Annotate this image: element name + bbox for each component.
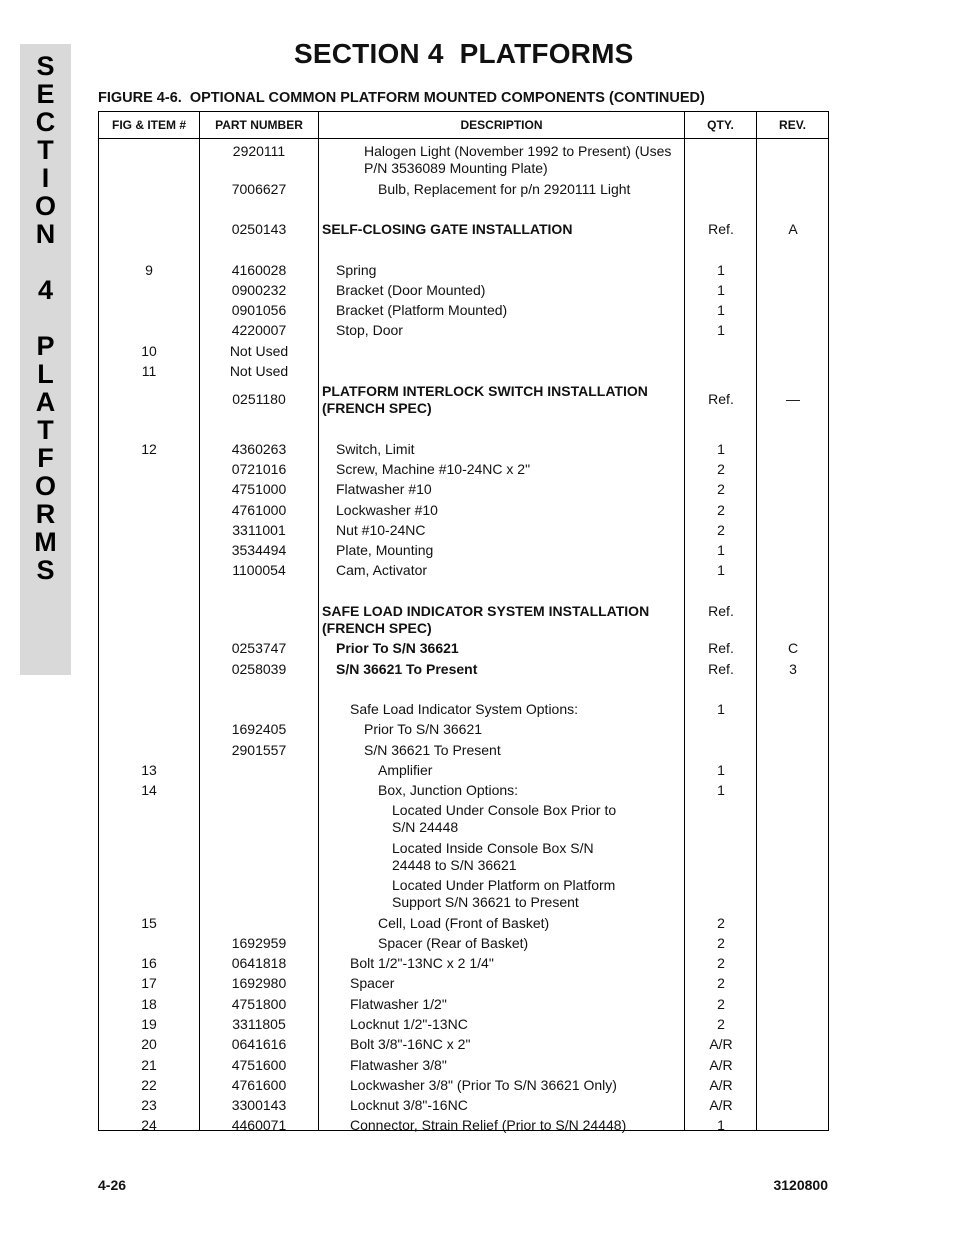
side-tab-letter: T bbox=[37, 135, 54, 165]
part-number: 1692405 bbox=[231, 721, 287, 737]
description: S/N 36621 To Present bbox=[364, 742, 501, 758]
revision: 3 bbox=[789, 661, 797, 677]
part-number: 1692980 bbox=[231, 975, 287, 991]
fig-item-number: 9 bbox=[145, 262, 153, 278]
description: Located Inside Console Box S/N 24448 to S/N 36621 bbox=[392, 840, 594, 873]
quantity: 1 bbox=[717, 302, 725, 318]
description: Nut #10-24NC bbox=[336, 522, 426, 538]
part-number: 0641616 bbox=[231, 1036, 287, 1052]
part-number: 0250143 bbox=[231, 221, 287, 237]
header-fig-item: FIG & ITEM # bbox=[111, 118, 186, 132]
quantity: 1 bbox=[717, 1117, 725, 1133]
header-divider bbox=[99, 138, 828, 139]
quantity: Ref. bbox=[708, 391, 734, 407]
quantity: Ref. bbox=[708, 661, 734, 677]
description: Bolt 1/2"-13NC x 2 1/4" bbox=[350, 955, 494, 971]
description: Flatwasher #10 bbox=[336, 481, 432, 497]
side-tab-letter: M bbox=[34, 527, 57, 557]
part-number: 0721016 bbox=[231, 461, 287, 477]
quantity: 1 bbox=[717, 262, 725, 278]
fig-item-number: 11 bbox=[141, 363, 157, 379]
side-tab-letter: S bbox=[36, 555, 55, 585]
description: Spacer (Rear of Basket) bbox=[378, 935, 529, 951]
part-number: 4751000 bbox=[231, 481, 287, 497]
quantity: 2 bbox=[717, 935, 725, 951]
quantity: Ref. bbox=[708, 603, 734, 619]
side-tab-letter: 4 bbox=[37, 275, 54, 305]
part-number: 3300143 bbox=[231, 1097, 287, 1113]
parts-table bbox=[98, 111, 829, 1131]
header-part-number: PART NUMBER bbox=[215, 118, 303, 132]
section-side-tab bbox=[20, 44, 71, 675]
description: Flatwasher 1/2" bbox=[350, 996, 447, 1012]
fig-item-number: 23 bbox=[141, 1097, 157, 1113]
revision: — bbox=[786, 391, 800, 407]
quantity: 1 bbox=[717, 441, 725, 457]
description: Connector, Strain Relief (Prior to S/N 24448) bbox=[350, 1117, 627, 1133]
page-title: SECTION 4 PLATFORMS bbox=[294, 38, 634, 69]
side-tab-letter: R bbox=[35, 499, 56, 529]
description: PLATFORM INTERLOCK SWITCH INSTALLATION (FRENCH SPEC) bbox=[322, 383, 648, 416]
part-number: 3311001 bbox=[232, 522, 286, 538]
revision: C bbox=[787, 640, 799, 656]
description: Lockwasher #10 bbox=[336, 502, 438, 518]
description: Located Under Console Box Prior to S/N 24448 bbox=[392, 802, 617, 835]
part-number: 0641818 bbox=[231, 955, 287, 971]
description: Switch, Limit bbox=[336, 441, 415, 457]
description: Cam, Activator bbox=[336, 562, 428, 578]
description: Prior To S/N 36621 bbox=[364, 721, 483, 737]
description: SAFE LOAD INDICATOR SYSTEM INSTALLATION (FRENCH SPEC) bbox=[322, 603, 650, 636]
description: Stop, Door bbox=[336, 322, 403, 338]
description: Bracket (Platform Mounted) bbox=[336, 302, 508, 318]
quantity: 1 bbox=[717, 762, 725, 778]
description: Located Under Platform on Platform Support S/N 36621 to Present bbox=[392, 877, 616, 910]
fig-item-number: 16 bbox=[141, 955, 157, 971]
fig-item-number: 19 bbox=[141, 1016, 157, 1032]
side-tab-letter: S bbox=[36, 51, 55, 81]
side-tab-letter bbox=[20, 248, 71, 276]
part-number: Not Used bbox=[229, 343, 289, 359]
side-tab-letter: N bbox=[35, 219, 56, 249]
figure-caption: FIGURE 4-6. OPTIONAL COMMON PLATFORM MOUNTED COMPONENTS (CONTINUED) bbox=[98, 90, 705, 106]
description: Cell, Load (Front of Basket) bbox=[378, 915, 550, 931]
quantity: A/R bbox=[709, 1036, 733, 1052]
description: Halogen Light (November 1992 to Present) (Uses P/N 3536089 Mounting Plate) bbox=[364, 143, 672, 176]
side-tab-letter: L bbox=[37, 359, 54, 389]
fig-item-number: 10 bbox=[141, 343, 157, 359]
side-tab-letter: P bbox=[36, 331, 55, 361]
description: Prior To S/N 36621 bbox=[336, 640, 459, 656]
side-tab-letters bbox=[20, 52, 71, 584]
header-description: DESCRIPTION bbox=[460, 118, 543, 132]
revision: A bbox=[788, 221, 798, 237]
quantity: Ref. bbox=[708, 640, 734, 656]
column-divider bbox=[318, 112, 319, 1130]
fig-item-number: 24 bbox=[141, 1117, 157, 1133]
description: Spacer bbox=[350, 975, 395, 991]
quantity: A/R bbox=[709, 1077, 733, 1093]
quantity: 1 bbox=[717, 542, 725, 558]
description: Bracket (Door Mounted) bbox=[336, 282, 486, 298]
side-tab-letter: C bbox=[35, 107, 56, 137]
side-tab-letter: O bbox=[34, 471, 56, 501]
part-number: 0258039 bbox=[231, 661, 287, 677]
quantity: 1 bbox=[717, 782, 725, 798]
description: Locknut 3/8"-16NC bbox=[350, 1097, 468, 1113]
quantity: 2 bbox=[717, 996, 725, 1012]
description: Spring bbox=[336, 262, 377, 278]
part-number: 4761600 bbox=[231, 1077, 287, 1093]
description: Screw, Machine #10-24NC x 2" bbox=[336, 461, 531, 477]
quantity: A/R bbox=[709, 1057, 733, 1073]
part-number: 4751600 bbox=[231, 1057, 287, 1073]
part-number: 1692959 bbox=[231, 935, 287, 951]
part-number: 1100054 bbox=[232, 562, 286, 578]
side-tab-letter: T bbox=[37, 415, 54, 445]
part-number: 4220007 bbox=[231, 322, 287, 338]
description: Plate, Mounting bbox=[336, 542, 434, 558]
fig-item-number: 20 bbox=[141, 1036, 157, 1052]
fig-item-number: 12 bbox=[141, 441, 157, 457]
quantity: 1 bbox=[717, 322, 725, 338]
part-number: Not Used bbox=[229, 363, 289, 379]
description: Flatwasher 3/8" bbox=[350, 1057, 447, 1073]
side-tab-letter bbox=[20, 304, 71, 332]
part-number: 3534494 bbox=[231, 542, 287, 558]
header-rev: REV. bbox=[779, 118, 806, 132]
description: Lockwasher 3/8" (Prior To S/N 36621 Only) bbox=[350, 1077, 617, 1093]
quantity: 2 bbox=[717, 1016, 725, 1032]
description: Bulb, Replacement for p/n 2920111 Light bbox=[378, 181, 631, 197]
description: SELF-CLOSING GATE INSTALLATION bbox=[322, 221, 573, 237]
fig-item-number: 14 bbox=[141, 782, 157, 798]
document-number: 3120800 bbox=[773, 1177, 828, 1193]
quantity: Ref. bbox=[708, 221, 734, 237]
quantity: 2 bbox=[717, 975, 725, 991]
part-number: 4360263 bbox=[231, 441, 287, 457]
part-number: 4460071 bbox=[231, 1117, 287, 1133]
description: S/N 36621 To Present bbox=[336, 661, 478, 677]
part-number: 0901056 bbox=[231, 302, 287, 318]
fig-item-number: 18 bbox=[141, 996, 157, 1012]
description: Bolt 3/8"-16NC x 2" bbox=[350, 1036, 471, 1052]
side-tab-letter: F bbox=[37, 443, 54, 473]
part-number: 2920111 bbox=[232, 143, 286, 159]
quantity: 1 bbox=[717, 701, 725, 717]
quantity: 2 bbox=[717, 522, 725, 538]
description: Amplifier bbox=[378, 762, 433, 778]
fig-item-number: 13 bbox=[141, 762, 157, 778]
fig-item-number: 17 bbox=[141, 975, 157, 991]
part-number: 0253747 bbox=[231, 640, 287, 656]
quantity: 1 bbox=[717, 562, 725, 578]
side-tab-letter: I bbox=[41, 163, 50, 193]
quantity: 1 bbox=[717, 282, 725, 298]
description: Box, Junction Options: bbox=[378, 782, 519, 798]
header-qty: QTY. bbox=[707, 118, 734, 132]
part-number: 2901557 bbox=[231, 742, 287, 758]
part-number: 0900232 bbox=[231, 282, 287, 298]
quantity: 2 bbox=[717, 502, 725, 518]
quantity: 2 bbox=[717, 955, 725, 971]
description: Safe Load Indicator System Options: bbox=[350, 701, 579, 717]
part-number: 0251180 bbox=[232, 391, 286, 407]
page-number: 4-26 bbox=[98, 1177, 127, 1193]
part-number: 3311805 bbox=[232, 1016, 286, 1032]
fig-item-number: 15 bbox=[141, 915, 157, 931]
side-tab-letter: A bbox=[35, 387, 56, 417]
part-number: 7006627 bbox=[231, 181, 287, 197]
quantity: 2 bbox=[717, 461, 725, 477]
quantity: 2 bbox=[717, 481, 725, 497]
part-number: 4761000 bbox=[231, 502, 287, 518]
part-number: 4751800 bbox=[231, 996, 287, 1012]
quantity: A/R bbox=[709, 1097, 733, 1113]
fig-item-number: 22 bbox=[141, 1077, 157, 1093]
description: Locknut 1/2"-13NC bbox=[350, 1016, 468, 1032]
fig-item-number: 21 bbox=[141, 1057, 157, 1073]
side-tab-letter: O bbox=[34, 191, 56, 221]
part-number: 4160028 bbox=[231, 262, 287, 278]
quantity: 2 bbox=[717, 915, 725, 931]
side-tab-letter: E bbox=[36, 79, 55, 109]
